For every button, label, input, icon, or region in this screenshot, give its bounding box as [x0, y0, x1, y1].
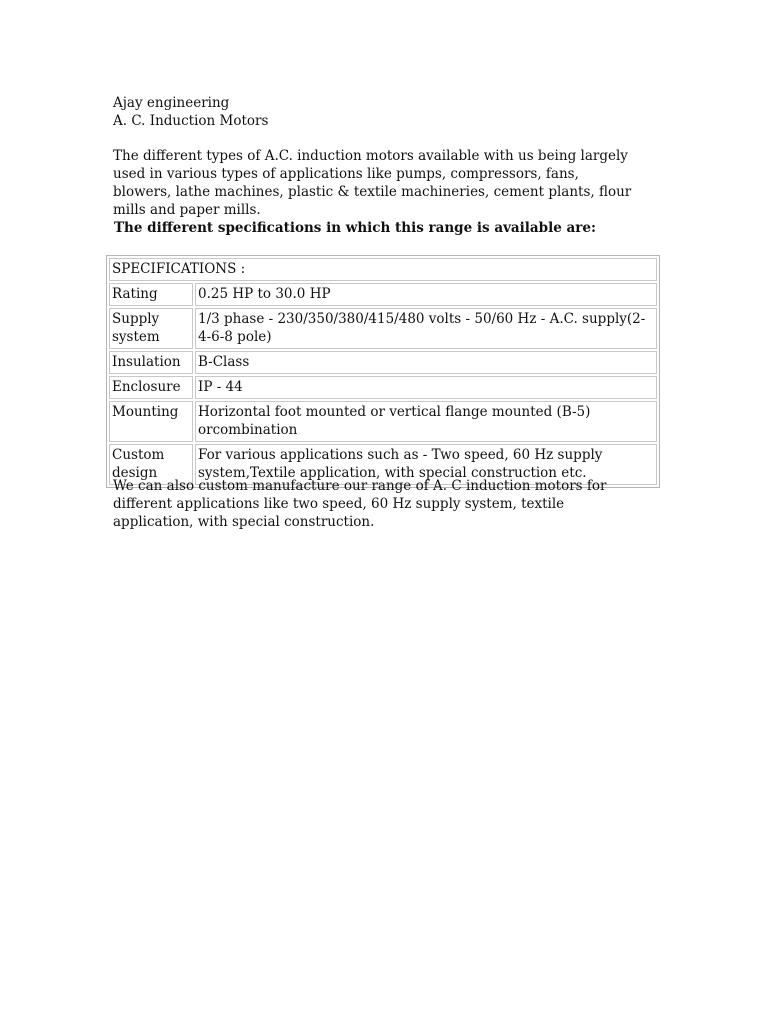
row-value: IP - 44 — [195, 376, 657, 399]
row-label: Enclosure — [109, 376, 193, 399]
intro-paragraph: The different types of A.C. induction motors available with us being largely used in various types of applications like pumps, compressors, fans, blowers, lathe machines, plastic & textile machineries, cement plants, flour mills and paper mills. — [113, 148, 632, 218]
row-label: Rating — [109, 283, 193, 306]
row-value: Horizontal foot mounted or vertical flange mounted (B-5) orcombination — [195, 401, 657, 442]
table-row — [109, 401, 657, 442]
row-label: Supply system — [109, 308, 193, 349]
closing-paragraph: We can also custom manufacture our range of A. C induction motors for different applications like two speed, 60 Hz supply system, textile application, with special construction. — [113, 478, 607, 530]
row-label: Custom design — [109, 444, 193, 485]
table-row — [109, 283, 657, 306]
table-row — [109, 351, 657, 374]
row-label: Insulation — [109, 351, 193, 374]
row-value: 0.25 HP to 30.0 HP — [195, 283, 657, 306]
row-value: B-Class — [195, 351, 657, 374]
specifications-table — [106, 255, 660, 488]
company-name: Ajay engineering — [113, 95, 230, 111]
row-label: Mounting — [109, 401, 193, 442]
table-row — [109, 308, 657, 349]
specifications-heading: The different specifications in which this range is available are: — [114, 220, 596, 236]
document-title: A. C. Induction Motors — [113, 113, 269, 129]
row-value: 1/3 phase - 230/350/380/415/480 volts - 50/60 Hz - A.C. supply(2-4-6-8 pole) — [195, 308, 657, 349]
table-header-row — [109, 258, 657, 281]
row-value: For various applications such as - Two speed, 60 Hz supply system,Textile application, with special construction etc. — [195, 444, 657, 485]
table-row — [109, 376, 657, 399]
table-header-cell: SPECIFICATIONS : — [109, 258, 657, 281]
